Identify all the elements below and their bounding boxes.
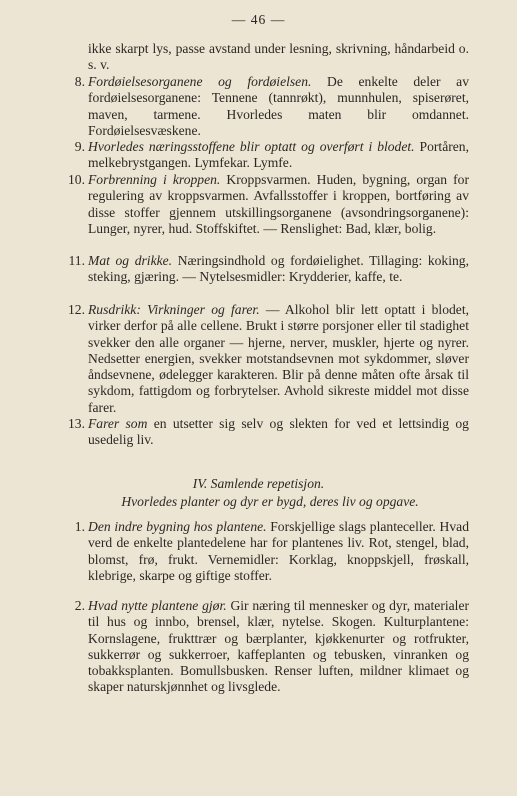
intro-paragraph	[88, 41, 469, 74]
item-number: 11.	[68, 253, 85, 268]
section-subheading: Hvorledes planter og dyr er bygd, deres liv og opgave.	[121, 494, 419, 509]
list-item	[68, 172, 469, 237]
item-number: 2.	[74, 598, 85, 613]
item-text: en utsetter sig selv og slekten for ved et lettsindig og usedelig liv.	[88, 416, 469, 448]
item-title: Rusdrikk: Virkninger og farer.	[88, 302, 260, 317]
item-number: 13.	[68, 416, 85, 431]
item-text: Kroppsvarmen. Huden, bygning, organ for regulering av kroppsvarmen. Avfallsstoffer i kroppen, bortføring av disse stoffer gjennem utskillingsorganene (avsondringsorganene): Lunger, nyrer, hud. Stoffskiftet. — Renslighet: Bad, klær, bolig.	[88, 172, 469, 236]
item-title: Forbrenning i kroppen.	[88, 172, 221, 187]
page-number: — 46 —	[231, 12, 286, 27]
list-item	[74, 74, 469, 139]
item-text: Næringsindhold og fordøielighet. Tillaging: koking, steking, gjæring. — Nytelsesmidler: Krydderier, kaffe, te.	[88, 253, 469, 285]
list-item	[74, 519, 469, 584]
section-heading: IV. Samlende repetisjon.	[192, 476, 325, 491]
item-number: 1.	[74, 519, 85, 534]
list-item	[68, 416, 469, 449]
item-text: De enkelte deler av fordøielsesorganene: Tennene (tannrøkt), munnhulen, spiserøret, maven, tarmene. Hvorledes maten blir omdannet. Fordøielsesvæskene.	[88, 74, 469, 138]
list-item	[68, 253, 469, 286]
item-text: Gir næring til mennesker og dyr, materialer til hus og innbo, brensel, klær, nytelse. Skogen. Kulturplantene: Kornslagene, frukttrær og bærplanter, kjøkkenurter og rotfrukter, sukkerrør og sukkerroer, kaffeplanten og tebusken, vinranken og tobakksplanten. Bomullsbusken. Renser luften, mildner klimaet og skaper naturskjønnhet og livsglede.	[88, 598, 470, 695]
item-title: Mat og drikke.	[88, 253, 173, 268]
intro-text: ikke skarpt lys, passe avstand under lesning, skrivning, håndarbeid o. s. v.	[88, 41, 469, 73]
list-item	[74, 598, 470, 696]
item-number: 10.	[68, 172, 85, 187]
item-title: Farer som	[88, 416, 148, 431]
item-text: — Alkohol blir lett optatt i blodet, virker derfor på alle cellene. Brukt i større porsjoner eller til stadighet svekker den alle organer — hjerne, nerver, muskler, hjerte og nyrer. Nedsetter energien, svekker motstandsevnen mot sykdommer, sløver åndsevnene, ødelegger karakteren. Blir på denne måten ofte årsak til sykdom, fattigdom og forbrytelser. Avhold sikreste middel mot disse farer.	[88, 302, 469, 415]
item-text: Forskjellige slags planteceller. Hvad verd de enkelte plantedelene har for plantenes liv. Rot, stengel, blad, blomst, frø, frukt. Vernemidler: Korklag, knoppskjell, frøskall, klebrige, skarpe og giftige stoffer.	[88, 519, 469, 583]
item-number: 12.	[68, 302, 85, 317]
item-title: Hvad nytte plantene gjør.	[88, 598, 227, 613]
item-title: Fordøielsesorganene og fordøielsen.	[88, 74, 312, 89]
item-text: Portåren, melkebrystgangen. Lymfekar. Lymfe.	[88, 139, 469, 171]
list-item	[68, 302, 469, 416]
item-number: 9.	[74, 139, 85, 154]
item-title: Den indre bygning hos plantene.	[88, 519, 267, 534]
list-item	[74, 139, 469, 172]
item-number: 8.	[74, 74, 85, 89]
item-title: Hvorledes næringsstoffene blir optatt og overført i blodet.	[88, 139, 415, 154]
